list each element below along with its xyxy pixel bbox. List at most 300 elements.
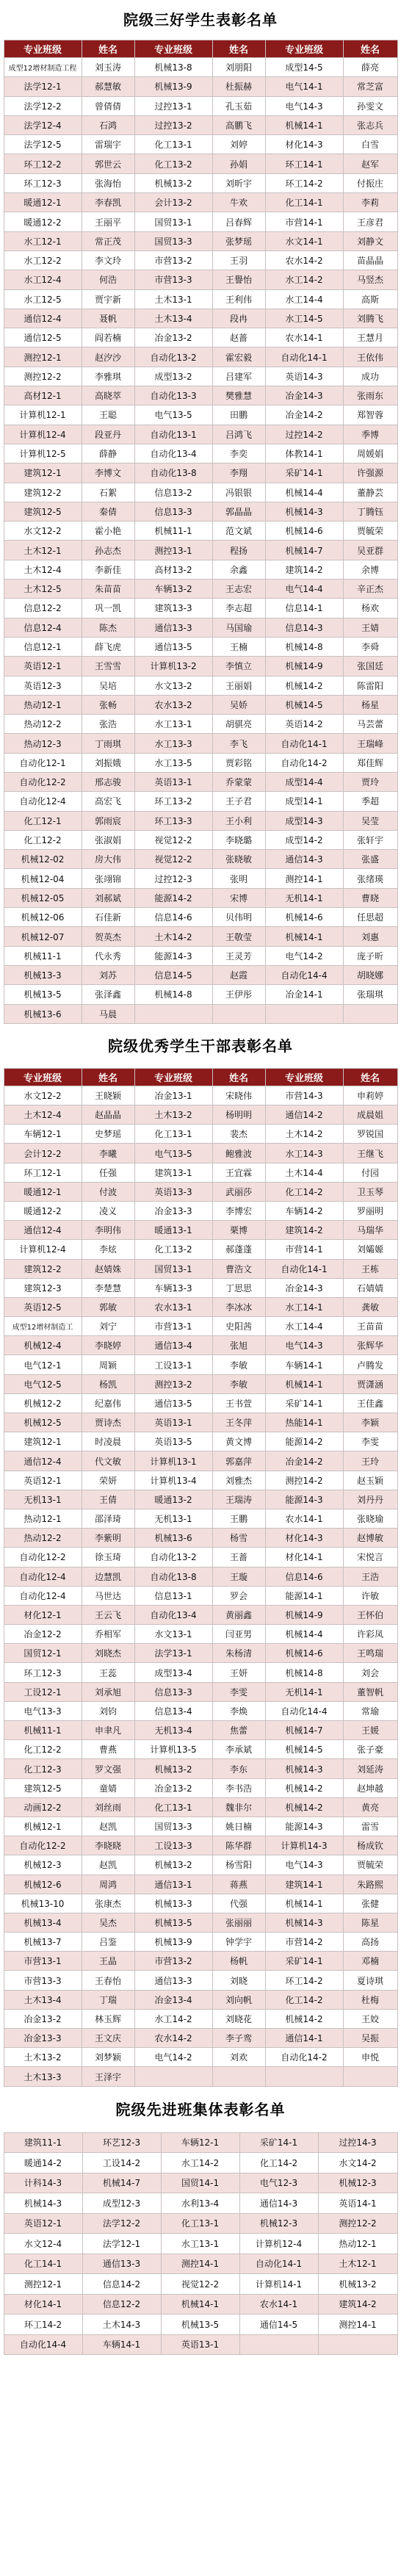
table-cell: 机械14-4 (265, 483, 343, 502)
advanced-classes-table (4, 2132, 398, 2356)
table-cell: 白雪 (343, 135, 397, 154)
table-cell: 冶金14-2 (265, 405, 343, 425)
table-cell: 通信13-3 (82, 2254, 161, 2274)
table-cell: 成型12-3 (82, 2193, 161, 2214)
table-cell: 无机14-1 (265, 1682, 343, 1701)
table-cell: 代文敏 (82, 1451, 134, 1471)
table-cell: 王敬莹 (212, 927, 265, 946)
table-cell: 冶金13-1 (134, 1086, 212, 1105)
table-cell: 胡晓娜 (343, 965, 397, 984)
table-cell: 王文庆 (82, 2029, 134, 2048)
table-cell: 冶金13-3 (134, 1201, 212, 1220)
table-cell: 自动化14-1 (239, 2254, 318, 2274)
table-cell: 贾宇新 (82, 289, 134, 309)
table-cell: 郑智蓉 (343, 405, 397, 425)
table-cell: 农水13-2 (134, 695, 212, 714)
table-cell: 机械14-2 (265, 676, 343, 695)
table-cell: 郝蓬蓬 (212, 1240, 265, 1259)
table-cell: 李子鸾 (212, 2029, 265, 2048)
table-cell: 赵汐沙 (82, 347, 134, 367)
table-cell: 刘郝斌 (82, 888, 134, 907)
table-row (4, 483, 397, 502)
table-cell: 机械14-1 (265, 115, 343, 134)
table-row (4, 2294, 397, 2315)
table-cell: 机械12-5 (4, 1413, 82, 1432)
table-row (4, 1740, 397, 1759)
table-cell: 李博宏 (212, 1201, 265, 1220)
table-row (4, 811, 397, 830)
table-cell: 李春凯 (82, 193, 134, 212)
table-cell: 阎若楠 (82, 328, 134, 347)
table-cell: 水文14-2 (318, 2153, 397, 2173)
table-cell: 闫亚男 (212, 1625, 265, 1644)
table-row (4, 888, 397, 907)
table-cell: 水文12-4 (4, 2234, 82, 2254)
table-cell: 王楠 (212, 637, 265, 656)
table-row (4, 1240, 397, 1259)
table-cell: 法学12-1 (82, 2234, 161, 2254)
table-cell: 冶金14-3 (265, 1278, 343, 1297)
table-cell: 材化14-3 (265, 1529, 343, 1548)
table-cell: 水工12-5 (4, 289, 82, 309)
table-cell: 李炫 (82, 1240, 134, 1259)
table-cell: 王聪 (82, 405, 134, 425)
table-cell: 成型14-4 (265, 772, 343, 791)
table-cell: 土木13-4 (4, 1990, 82, 2009)
table-cell: 张翊锦 (82, 869, 134, 888)
table-cell: 周鸿 (82, 1875, 134, 1894)
table-cell: 罗丽明 (343, 1201, 397, 1220)
column-header: 专业班级 (4, 40, 82, 58)
table-cell: 王丽平 (82, 212, 134, 231)
table-cell: 裴杰 (212, 1125, 265, 1144)
table-cell: 郝慧敏 (82, 77, 134, 96)
column-header: 专业班级 (4, 1068, 82, 1086)
table-cell: 水工13-1 (134, 715, 212, 734)
table-cell: 计算机12-4 (4, 425, 82, 444)
table-cell: 视觉12-2 (134, 830, 212, 849)
table-row (4, 502, 397, 521)
table-cell: 水工14-4 (265, 1317, 343, 1336)
table-cell: 机械11-1 (4, 946, 82, 965)
table-cell: 测控14-2 (265, 1471, 343, 1490)
table-cell: 建筑12-1 (4, 463, 82, 483)
table-cell: 王雪雪 (82, 657, 134, 676)
table-cell: 赵凯 (82, 1855, 134, 1875)
table-cell: 成型12增材制造工程 (4, 58, 82, 77)
table-cell: 过控13-1 (134, 96, 212, 115)
table-cell: 采矿14-1 (265, 1393, 343, 1413)
table-row (4, 444, 397, 463)
table-cell: 张梦瑶 (212, 231, 265, 250)
table-cell: 高材13-2 (134, 560, 212, 579)
table-cell: 信息13-3 (134, 1682, 212, 1701)
table-row (4, 405, 397, 425)
table-cell: 计算机12-4 (4, 1240, 82, 1259)
table-cell: 计算机13-5 (134, 1740, 212, 1759)
table-cell: 电气12-5 (4, 1374, 82, 1393)
table-cell: 机械12-3 (4, 1855, 82, 1875)
table-cell: 电气14-1 (265, 77, 343, 96)
section-title-advanced-classes: 院级先进班集体表彰名单 (115, 2100, 286, 2118)
table-cell: 暖通13-2 (134, 1490, 212, 1509)
table-cell: 水工14-3 (265, 1144, 343, 1163)
table-row (4, 328, 397, 347)
table-cell: 机械13-10 (4, 1894, 82, 1913)
table-cell (265, 2067, 343, 2086)
table-cell: 市营13-3 (134, 270, 212, 289)
table-row (4, 1125, 397, 1144)
table-cell: 测控14-1 (318, 2315, 397, 2335)
table-row (4, 1374, 397, 1393)
table-cell: 水文13-2 (134, 676, 212, 695)
table-row (4, 1836, 397, 1855)
table-cell: 通信12-4 (4, 309, 82, 328)
table-row (4, 830, 397, 849)
table-cell: 农水14-2 (265, 250, 343, 270)
table-cell: 刘钧 (82, 1701, 134, 1720)
table-cell: 信息13-4 (134, 1701, 212, 1720)
table-row (4, 1952, 397, 1971)
table-cell: 卢腾发 (343, 1355, 397, 1374)
table-cell: 田鹏 (212, 405, 265, 425)
table-cell: 测控12-1 (4, 347, 82, 367)
table-cell: 电气14-2 (134, 2048, 212, 2067)
table-cell: 成型14-3 (265, 811, 343, 830)
table-cell: 张浩 (82, 715, 134, 734)
table-cell: 林玉辉 (82, 2009, 134, 2028)
table-cell: 成型13-2 (134, 367, 212, 386)
table-cell: 刘雅杰 (212, 1471, 265, 1490)
table-cell: 张雨东 (343, 386, 397, 405)
table-cell: 郭敏 (82, 1297, 134, 1316)
table-cell: 马晨 (82, 1004, 134, 1023)
table-cell: 机械14-6 (265, 1644, 343, 1663)
table-cell: 自动化13-1 (134, 425, 212, 444)
table-cell: 刘晓 (212, 1971, 265, 1990)
table-cell: 贾毓荣 (343, 522, 397, 541)
table-cell: 冯银银 (212, 483, 265, 502)
table-cell: 材化14-3 (265, 135, 343, 154)
table-cell: 成型12增材制造工 (4, 1317, 82, 1336)
table-cell: 杨成钦 (343, 1836, 397, 1855)
table-cell: 机械13-7 (4, 1933, 82, 1952)
table-cell: 张晓瑜 (343, 1509, 397, 1528)
table-cell: 英语13-1 (161, 2334, 239, 2355)
table-row (4, 1317, 397, 1336)
table-cell: 通信12-5 (4, 328, 82, 347)
table-cell: 许彩凤 (343, 1625, 397, 1644)
table-cell: 曹浩文 (212, 1259, 265, 1278)
table-cell: 车辆13-2 (134, 580, 212, 599)
table-cell: 曾倩倩 (82, 96, 134, 115)
table-cell: 赵霞 (212, 965, 265, 984)
table-row (4, 289, 397, 309)
table-cell: 成功 (343, 367, 397, 386)
table-cell: 市营13-3 (4, 1971, 82, 1990)
table-cell: 建筑12-5 (4, 1778, 82, 1797)
table-cell: 建筑13-1 (134, 1163, 212, 1182)
table-row (4, 1355, 397, 1374)
table-cell: 张康杰 (82, 1894, 134, 1913)
table-cell: 机械14-9 (265, 1605, 343, 1624)
table-row (4, 1778, 397, 1797)
table-cell: 农水14-1 (265, 328, 343, 347)
table-row (4, 77, 397, 96)
table-cell: 王玲 (343, 1451, 397, 1471)
table-cell: 机械12-3 (318, 2173, 397, 2193)
table-cell: 王媛 (343, 1721, 397, 1740)
table-cell: 土木13-1 (134, 289, 212, 309)
table-cell: 董静芸 (343, 483, 397, 502)
table-cell: 暖通12-2 (4, 1201, 82, 1220)
table-cell: 刘惠 (343, 927, 397, 946)
table-cell: 电气14-2 (265, 946, 343, 965)
table-cell: 张明 (212, 869, 265, 888)
table-cell: 自动化14-2 (265, 2048, 343, 2067)
table-header-row (4, 40, 397, 58)
table-cell: 环工13-2 (134, 792, 212, 811)
table-cell: 水工14-2 (161, 2153, 239, 2173)
table-cell: 冶金14-3 (265, 386, 343, 405)
table-cell: 张畅 (82, 695, 134, 714)
table-row (4, 1297, 397, 1316)
table-cell: 张轩宇 (343, 830, 397, 849)
table-cell: 信息12-2 (82, 2294, 161, 2315)
table-cell: 土木14-2 (265, 1125, 343, 1144)
table-cell: 机械12-4 (4, 1336, 82, 1355)
table-cell: 牛欢 (212, 193, 265, 212)
table-cell: 机械12-06 (4, 908, 82, 927)
table-row (4, 193, 397, 212)
table-cell: 自动化12-2 (4, 1548, 82, 1567)
table-cell: 刘玉涛 (82, 58, 134, 77)
table-cell: 采矿14-1 (265, 463, 343, 483)
table-row (4, 386, 397, 405)
table-cell: 自动化12-4 (4, 792, 82, 811)
table-cell: 机械14-8 (265, 637, 343, 656)
table-cell: 采矿14-1 (265, 1952, 343, 1971)
table-row (4, 1201, 397, 1220)
table-cell: 化工13-2 (134, 154, 212, 173)
table-cell: 水工12-4 (4, 270, 82, 289)
table-cell: 李书浩 (212, 1778, 265, 1797)
table-cell: 张晓敏 (212, 850, 265, 869)
table-cell: 化工12-1 (4, 811, 82, 830)
table-cell: 机械14-3 (4, 2193, 82, 2214)
table-cell: 通信14-5 (239, 2315, 318, 2335)
table-cell: 材化12-1 (4, 1605, 82, 1624)
table-cell: 王鸣瑞 (343, 1644, 397, 1663)
table-cell: 环工14-2 (4, 2315, 82, 2335)
table-row (4, 1816, 397, 1836)
table-cell: 通信13-3 (134, 618, 212, 637)
table-cell: 通信13-5 (134, 1393, 212, 1413)
table-cell: 过控12-3 (134, 869, 212, 888)
table-cell: 段冉 (212, 309, 265, 328)
table-cell: 贺英杰 (82, 927, 134, 946)
table-cell: 农水14-2 (134, 2029, 212, 2048)
table-cell: 杨星 (343, 695, 397, 714)
table-cell: 宋博 (212, 888, 265, 907)
table-cell: 赵玉颖 (343, 1471, 397, 1490)
table-cell: 机械13-2 (134, 1855, 212, 1875)
table-cell: 李敏 (212, 1374, 265, 1393)
table-row (4, 1529, 397, 1548)
table-cell: 自动化14-4 (265, 965, 343, 984)
table-cell: 工设14-2 (82, 2153, 161, 2173)
table-cell: 过控14-2 (265, 425, 343, 444)
table-cell: 信息14-3 (265, 618, 343, 637)
table-cell: 陈星 (343, 1913, 397, 1932)
table-row (4, 173, 397, 192)
table-cell: 机械14-4 (265, 1625, 343, 1644)
table-cell: 机械13-6 (4, 1004, 82, 1023)
table-cell: 英语14-2 (265, 715, 343, 734)
table-cell: 丁腾钰 (343, 502, 397, 521)
table-cell: 水工14-1 (265, 1297, 343, 1316)
table-cell: 机械14-2 (265, 1797, 343, 1816)
table-cell: 付波 (82, 1182, 134, 1201)
table-row (4, 2029, 397, 2048)
table-cell: 赵蔷 (212, 328, 265, 347)
table-cell: 刘婷 (212, 135, 265, 154)
table-row (4, 2132, 397, 2153)
table-cell: 信息13-3 (134, 502, 212, 521)
table-cell: 刘向帆 (212, 1990, 265, 2009)
table-cell: 石絮 (82, 483, 134, 502)
table-cell: 时凌晨 (82, 1432, 134, 1451)
table-cell: 常正茂 (82, 231, 134, 250)
table-row (4, 270, 397, 289)
table-cell: 常瑜 (343, 1701, 397, 1720)
table-cell: 暖通12-1 (4, 1182, 82, 1201)
table-cell: 环工14-1 (265, 154, 343, 173)
table-cell: 计科14-3 (4, 2173, 82, 2193)
table-cell: 自动化14-1 (265, 734, 343, 753)
table-cell: 申悦 (343, 2048, 397, 2067)
table-row (4, 1471, 397, 1490)
table-cell: 机械13-3 (4, 965, 82, 984)
table-cell: 刘会 (343, 1663, 397, 1682)
table-cell: 动画12-2 (4, 1797, 82, 1816)
table-cell: 程扬 (212, 541, 265, 560)
table-cell: 机械11-1 (4, 1721, 82, 1740)
table-cell: 农水13-1 (134, 1297, 212, 1316)
table-row (4, 231, 397, 250)
table-row (4, 1086, 397, 1105)
table-cell: 申莉婷 (343, 1086, 397, 1105)
table-cell: 机械13-5 (4, 985, 82, 1004)
table-cell: 化工14-1 (4, 2254, 82, 2274)
table-row (4, 792, 397, 811)
table-cell: 龚敏 (343, 1297, 397, 1316)
table-cell: 计算机12-5 (4, 444, 82, 463)
table-cell: 马瑞华 (343, 1221, 397, 1240)
table-cell: 王灵芳 (212, 946, 265, 965)
table-row (4, 2173, 397, 2193)
table-cell: 李晓婷 (82, 1336, 134, 1355)
table-row (4, 965, 397, 984)
table-cell: 自动化13-4 (134, 444, 212, 463)
table-row (4, 695, 397, 714)
table-cell: 张淑娟 (82, 830, 134, 849)
table-cell: 宋晓伟 (212, 1086, 265, 1105)
table-cell: 自动化13-2 (134, 1548, 212, 1567)
table-cell: 李晓璐 (212, 830, 265, 849)
table-cell: 水文12-2 (4, 522, 82, 541)
table-cell: 国贸13-1 (134, 212, 212, 231)
table-row (4, 154, 397, 173)
table-cell: 信息14-5 (134, 965, 212, 984)
table-cell: 建筑14-2 (265, 1221, 343, 1240)
table-cell: 王浩 (343, 1567, 397, 1586)
table-cell: 郑佳辉 (343, 753, 397, 772)
table-cell: 建筑14-1 (265, 1875, 343, 1894)
table-cell: 能源14-3 (265, 1816, 343, 1836)
table-cell: 机械12-05 (4, 888, 82, 907)
table-cell: 郭雨宸 (82, 811, 134, 830)
table-cell: 朱苗苗 (82, 580, 134, 599)
table-cell: 李奕 (212, 444, 265, 463)
table-cell: 自动化14-1 (265, 1259, 343, 1278)
table-cell: 机械11-1 (134, 522, 212, 541)
table-cell: 贾玲 (343, 772, 397, 791)
table-cell: 过控13-2 (134, 115, 212, 134)
table-cell: 法学12-4 (4, 115, 82, 134)
table-cell: 水文12-2 (4, 1086, 82, 1105)
table-cell: 乔蒙蒙 (212, 772, 265, 791)
table-cell: 自动化13-8 (134, 463, 212, 483)
table-cell: 罗会 (212, 1586, 265, 1605)
table-cell: 周颖 (82, 1355, 134, 1374)
table-cell: 热动12-1 (318, 2234, 397, 2254)
table-cell: 机械14-7 (265, 1721, 343, 1740)
table-cell: 机械14-7 (82, 2173, 161, 2193)
table-cell: 杨明明 (212, 1105, 265, 1125)
table-row (4, 2334, 397, 2355)
table-cell: 成型14-5 (265, 58, 343, 77)
table-cell: 无机14-1 (265, 888, 343, 907)
table-cell: 边慧凯 (82, 1567, 134, 1586)
table-cell: 测控13-2 (134, 1374, 212, 1393)
table-cell: 化工13-1 (134, 1797, 212, 1816)
table-row (4, 1221, 397, 1240)
table-cell: 杜梅 (343, 1990, 397, 2009)
column-header: 姓名 (212, 1068, 265, 1086)
table-cell: 黄文博 (212, 1432, 265, 1451)
table-cell: 王子君 (212, 792, 265, 811)
table-cell: 热动12-2 (4, 715, 82, 734)
table-cell: 化工13-1 (134, 1125, 212, 1144)
table-cell: 霍小艳 (82, 522, 134, 541)
table-cell: 法学12-2 (4, 96, 82, 115)
table-cell: 赵晶晶 (82, 1105, 134, 1125)
table-cell: 机械14-1 (265, 927, 343, 946)
table-cell: 土木13-3 (4, 2067, 82, 2086)
table-cell: 吕建军 (212, 367, 265, 386)
table-row (4, 1278, 397, 1297)
table-cell: 张健 (343, 1894, 397, 1913)
table-cell: 王璇 (212, 1567, 265, 1586)
table-cell: 邢志骏 (82, 772, 134, 791)
table-cell: 通信13-1 (134, 1875, 212, 1894)
table-cell: 周媛娟 (343, 444, 397, 463)
table-cell: 徐玉琦 (82, 1548, 134, 1567)
table-cell: 土木14-4 (265, 1163, 343, 1182)
table-row (4, 1933, 397, 1952)
table-cell: 孙志杰 (82, 541, 134, 560)
